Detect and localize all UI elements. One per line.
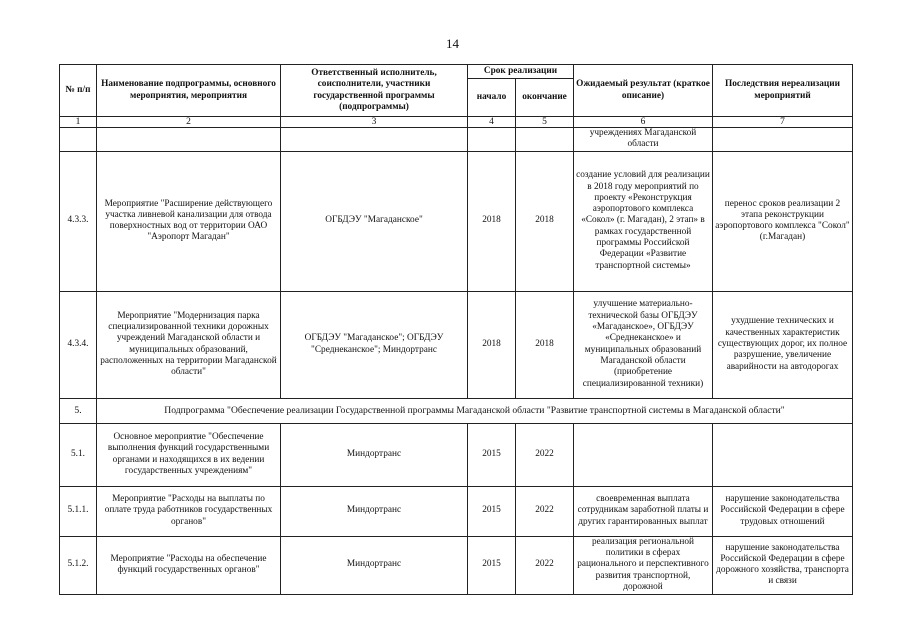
consequences-cell: нарушение законодательства Российской Федерации в сфере дорожного хозяйства, транспорта и связи: [713, 536, 853, 594]
result-cell: [574, 423, 713, 486]
header-num: № п/п: [60, 65, 97, 117]
column-number-row: [60, 117, 853, 128]
table-row-5-1-2: [60, 536, 853, 594]
column-number: 4: [468, 117, 516, 128]
end-year: 2018: [516, 291, 574, 398]
row-number: 5.: [60, 398, 97, 423]
name-cell: Мероприятие "Расходы на обеспечение функций государственных органов": [97, 536, 281, 594]
column-number: 1: [60, 117, 97, 128]
result-cell: улучшение материально-технической базы ОГБДЭУ «Магаданское», ОГБДЭУ «Среднеканское» и муниципальных образований Магаданской области (приобретение специализированной техники): [574, 291, 713, 398]
column-number: 2: [97, 117, 281, 128]
header-start: начало: [468, 79, 516, 117]
consequences-cell: нарушение законодательства Российской Федерации в сфере трудовых отношений: [713, 486, 853, 536]
section-row-5: [60, 398, 853, 423]
table-row-5-1-1: [60, 486, 853, 536]
name-cell: Мероприятие "Расходы на выплаты по оплате труда работников государственных органов": [97, 486, 281, 536]
executor-cell: Миндортранс: [281, 423, 468, 486]
column-number: 5: [516, 117, 574, 128]
page-number: 14: [446, 36, 459, 51]
result-cell: реализация региональной политики в сферах рационального и перспективного развития транспортной, дорожной: [574, 536, 713, 594]
end-year: 2018: [516, 151, 574, 291]
row-number: 4.3.3.: [60, 151, 97, 291]
section-title: Подпрограмма "Обеспечение реализации Государственной программы Магаданской области "Развитие транспортной системы в Магаданской области": [97, 398, 853, 423]
column-number: 3: [281, 117, 468, 128]
table-row-5-1: [60, 423, 853, 486]
table-row-4-3-4: [60, 291, 853, 398]
column-number: 7: [713, 117, 853, 128]
header-row: [60, 65, 853, 79]
header-period: Срок реализации: [468, 65, 574, 79]
table-row-4-3-3: [60, 151, 853, 291]
name-cell: Мероприятие "Модернизация парка специализированной техники дорожных учреждений Магаданской области и муниципальных образований, расположенных на территории Магаданской области": [97, 291, 281, 398]
consequences-cell: перенос сроков реализации 2 этапа реконструкции аэропортового комплекса "Сокол" (г.Магадан): [713, 151, 853, 291]
executor-cell: Миндортранс: [281, 536, 468, 594]
start-year: 2018: [468, 291, 516, 398]
name-cell: Основное мероприятие "Обеспечение выполнения функций государственными органами и находящихся в их ведении государственных учреждениям": [97, 423, 281, 486]
start-year: 2015: [468, 423, 516, 486]
result-cell: учреждениях Магаданской области: [574, 128, 713, 152]
consequences-cell: ухудшение технических и качественных характеристик существующих дорог, их полное разрушение, увеличение аварийности на автодорогах: [713, 291, 853, 398]
result-cell: своевременная выплата сотрудникам заработной платы и других гарантированных выплат: [574, 486, 713, 536]
row-number: 4.3.4.: [60, 291, 97, 398]
header-name: Наименование подпрограммы, основного мероприятия, мероприятия: [97, 65, 281, 117]
header-consequences: Последствия нереализации мероприятий: [713, 65, 853, 117]
row-number: 5.1.: [60, 423, 97, 486]
header-end: окончание: [516, 79, 574, 117]
end-year: 2022: [516, 486, 574, 536]
result-cell: создание условий для реализации в 2018 году мероприятий по проекту «Реконструкция аэропортового комплекса «Сокол» (г. Магадан), 2 этап» в рамках государственной программы Российской Федерации «Развитие транспортной системы»: [574, 151, 713, 291]
name-cell: Мероприятие "Расширение действующего участка ливневой канализации для отвода поверхностных вод от территории ОАО "Аэропорт Магадан": [97, 151, 281, 291]
table-row-continuation: [60, 128, 853, 152]
executor-cell: Миндортранс: [281, 486, 468, 536]
column-number: 6: [574, 117, 713, 128]
end-year: 2022: [516, 423, 574, 486]
start-year: 2015: [468, 486, 516, 536]
row-number: 5.1.2.: [60, 536, 97, 594]
header-executor: Ответственный исполнитель, соисполнители, участники государственной программы (подпрограммы): [281, 65, 468, 117]
program-table: [59, 64, 853, 595]
header-result: Ожидаемый результат (краткое описание): [574, 65, 713, 117]
start-year: 2015: [468, 536, 516, 594]
executor-cell: ОГБДЭУ "Магаданское"; ОГБДЭУ "Среднеканское"; Миндортранс: [281, 291, 468, 398]
start-year: 2018: [468, 151, 516, 291]
row-number: 5.1.1.: [60, 486, 97, 536]
executor-cell: ОГБДЭУ "Магаданское": [281, 151, 468, 291]
end-year: 2022: [516, 536, 574, 594]
consequences-cell: [713, 423, 853, 486]
